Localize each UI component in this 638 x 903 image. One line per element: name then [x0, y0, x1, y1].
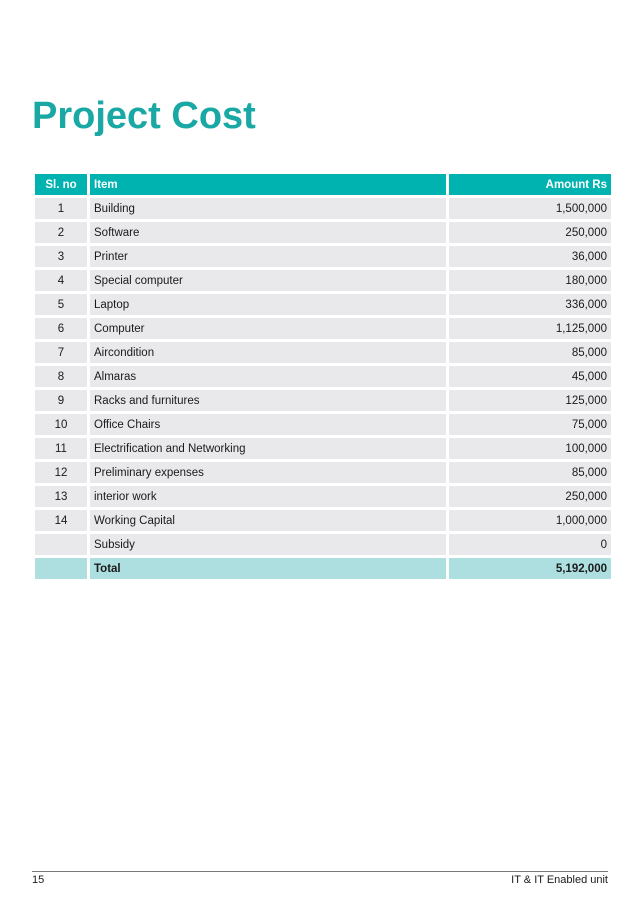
cell-amount: 1,125,000 [449, 318, 611, 339]
cell-sl-no: 5 [35, 294, 87, 315]
table-row [35, 534, 611, 555]
cell-amount: 0 [449, 534, 611, 555]
project-cost-table [32, 171, 614, 582]
table-row [35, 318, 611, 339]
table-row [35, 462, 611, 483]
total-amount: 5,192,000 [449, 558, 611, 579]
cell-amount: 180,000 [449, 270, 611, 291]
footer-doc-title: IT & IT Enabled unit [511, 874, 608, 886]
cell-item: interior work [90, 486, 446, 507]
cell-sl-no: 14 [35, 510, 87, 531]
header-item: Item [90, 174, 446, 195]
cell-item: Building [90, 198, 446, 219]
cell-sl-no: 8 [35, 366, 87, 387]
cell-amount: 100,000 [449, 438, 611, 459]
cell-amount: 1,000,000 [449, 510, 611, 531]
table-row [35, 294, 611, 315]
cell-item: Software [90, 222, 446, 243]
cell-amount: 85,000 [449, 462, 611, 483]
cell-sl-no: 10 [35, 414, 87, 435]
cell-amount: 85,000 [449, 342, 611, 363]
table-row [35, 390, 611, 411]
cell-amount: 75,000 [449, 414, 611, 435]
cell-item: Subsidy [90, 534, 446, 555]
cell-item: Working Capital [90, 510, 446, 531]
cell-item: Printer [90, 246, 446, 267]
cell-amount: 336,000 [449, 294, 611, 315]
cell-sl-no: 12 [35, 462, 87, 483]
header-sl-no: Sl. no [35, 174, 87, 195]
cell-sl-no: 11 [35, 438, 87, 459]
table-row [35, 414, 611, 435]
header-amount: Amount Rs [449, 174, 611, 195]
table-row [35, 510, 611, 531]
cell-item: Special computer [90, 270, 446, 291]
table-row [35, 438, 611, 459]
total-row [35, 558, 611, 579]
table-row [35, 246, 611, 267]
total-sl-no [35, 558, 87, 579]
cell-item: Laptop [90, 294, 446, 315]
total-label: Total [90, 558, 446, 579]
cell-item: Computer [90, 318, 446, 339]
page-title: Project Cost [32, 95, 256, 137]
table-row [35, 222, 611, 243]
cell-amount: 36,000 [449, 246, 611, 267]
cell-item: Racks and furnitures [90, 390, 446, 411]
table-row [35, 270, 611, 291]
cell-item: Almaras [90, 366, 446, 387]
cell-sl-no: 6 [35, 318, 87, 339]
cell-amount: 250,000 [449, 486, 611, 507]
cell-amount: 250,000 [449, 222, 611, 243]
cell-amount: 45,000 [449, 366, 611, 387]
table-row [35, 342, 611, 363]
table-row [35, 486, 611, 507]
cell-sl-no: 1 [35, 198, 87, 219]
cell-item: Preliminary expenses [90, 462, 446, 483]
table-row [35, 198, 611, 219]
cell-sl-no: 4 [35, 270, 87, 291]
cell-sl-no: 13 [35, 486, 87, 507]
cell-item: Aircondition [90, 342, 446, 363]
table-body [35, 198, 611, 579]
cell-item: Electrification and Networking [90, 438, 446, 459]
cell-item: Office Chairs [90, 414, 446, 435]
footer-page-number: 15 [32, 874, 45, 886]
cell-sl-no [35, 534, 87, 555]
cell-sl-no: 7 [35, 342, 87, 363]
cell-amount: 125,000 [449, 390, 611, 411]
cell-sl-no: 2 [35, 222, 87, 243]
cell-sl-no: 9 [35, 390, 87, 411]
cell-amount: 1,500,000 [449, 198, 611, 219]
table-header-row [35, 174, 611, 195]
footer-divider [32, 871, 608, 872]
table-row [35, 366, 611, 387]
cell-sl-no: 3 [35, 246, 87, 267]
